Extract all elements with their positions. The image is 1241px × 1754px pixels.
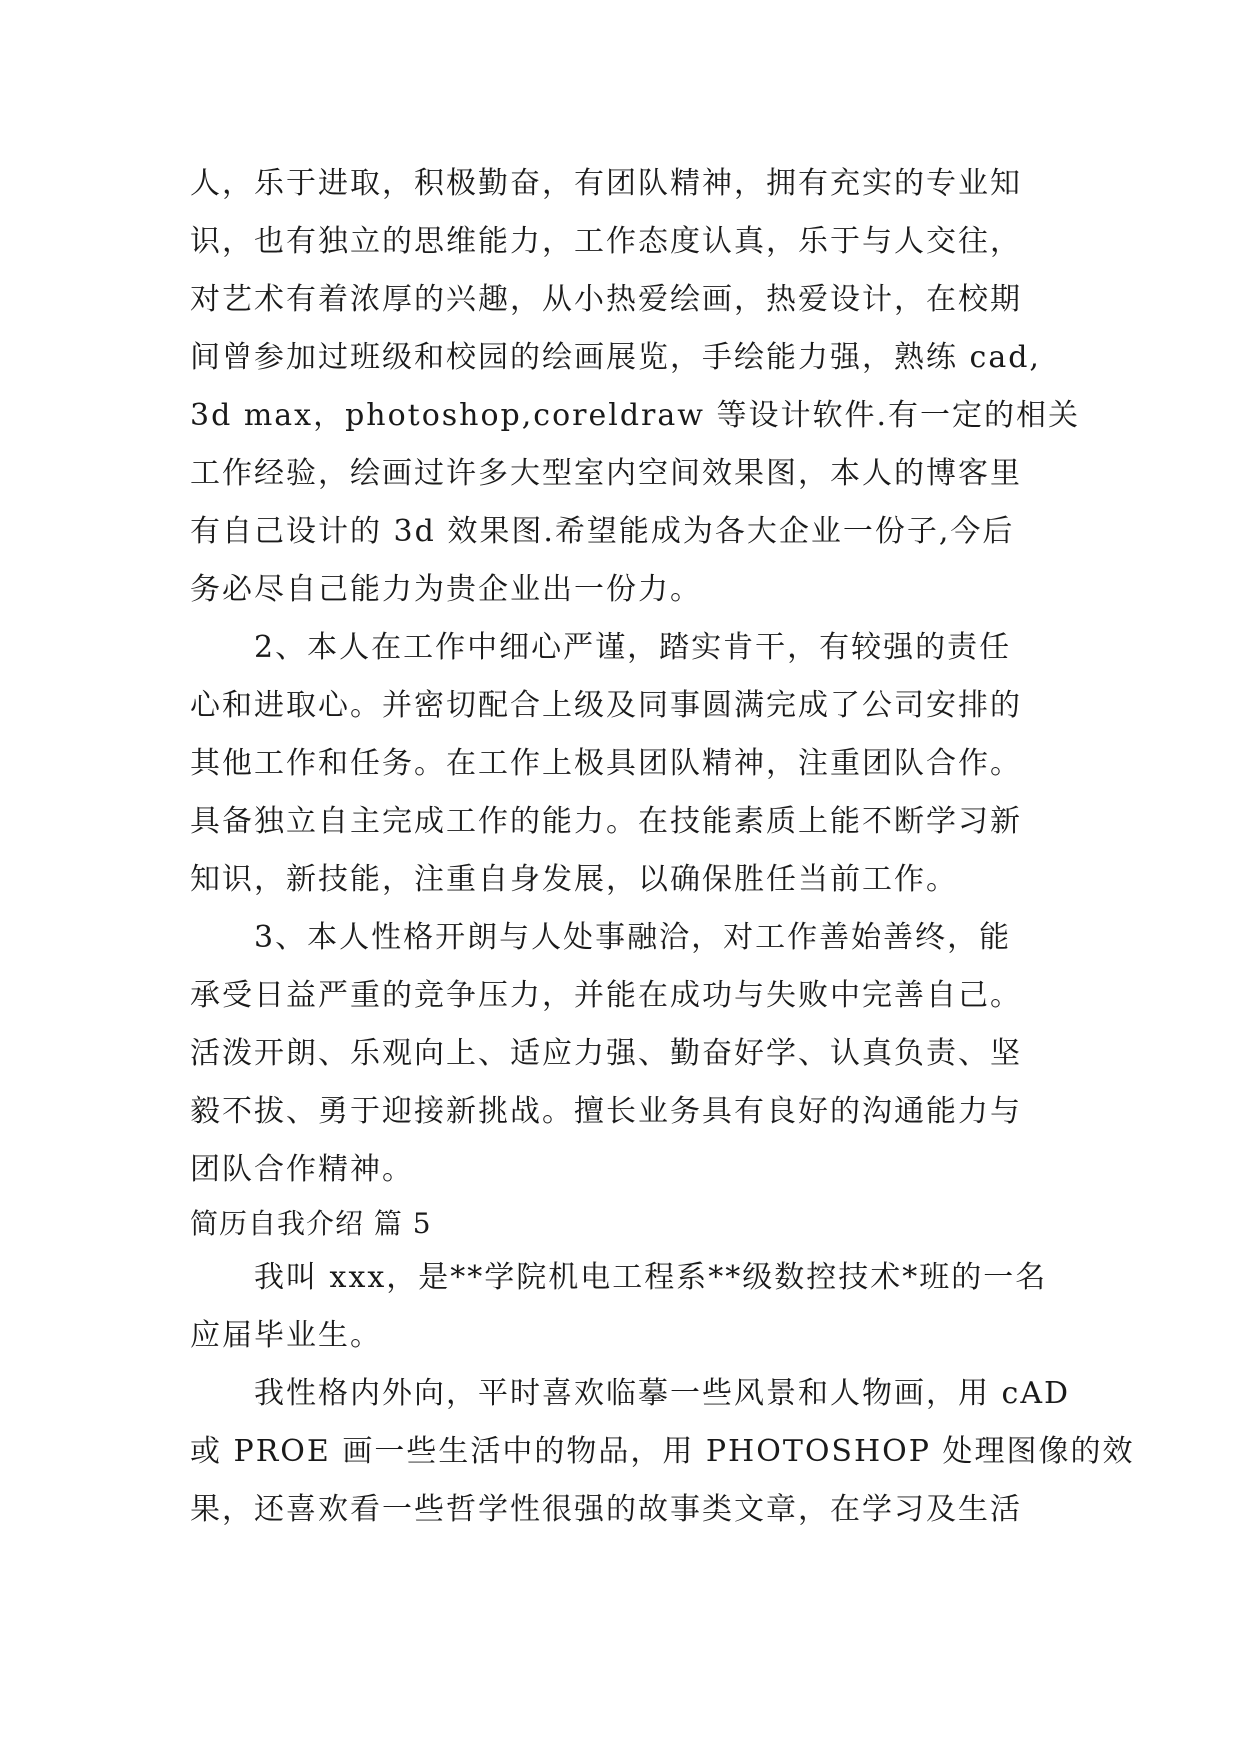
paragraph-4 — [190, 1249, 1070, 1365]
text-line: 间曾参加过班级和校园的绘画展览，手绘能力强，熟练 cad, — [190, 340, 1041, 375]
text-line: 我叫 xxx，是**学院机电工程系**级数控技术*班的一名 — [254, 1260, 1048, 1295]
text-line: 对艺术有着浓厚的兴趣，从小热爱绘画，热爱设计，在校期 — [190, 282, 1022, 317]
text-line: 应届毕业生。 — [190, 1318, 382, 1353]
paragraph-3 — [190, 909, 1070, 1199]
text-line: 人，乐于进取，积极勤奋，有团队精神，拥有充实的专业知 — [190, 166, 1022, 201]
text-line: 或 PROE 画一些生活中的物品，用 PHOTOSHOP 处理图像的效 — [190, 1434, 1135, 1469]
text-line: 有自己设计的 3d 效果图.希望能成为各大企业一份子,今后 — [190, 514, 1015, 549]
document-body — [190, 155, 1135, 1539]
section-heading: 简历自我介绍 篇 5 — [190, 1207, 432, 1240]
paragraph-2 — [190, 619, 1070, 909]
text-line: 知识，新技能，注重自身发展，以确保胜任当前工作。 — [190, 862, 958, 897]
text-line: 3d max，photoshop,coreldraw 等设计软件.有一定的相关 — [190, 398, 1081, 433]
text-line: 具备独立自主完成工作的能力。在技能素质上能不断学习新 — [190, 804, 1022, 839]
text-line: 活泼开朗、乐观向上、适应力强、勤奋好学、认真负责、坚 — [190, 1036, 1022, 1071]
text-line: 工作经验，绘画过许多大型室内空间效果图，本人的博客里 — [190, 456, 1022, 491]
text-line: 心和进取心。并密切配合上级及同事圆满完成了公司安排的 — [190, 688, 1022, 723]
paragraph-1 — [190, 155, 1081, 619]
text-line: 3、本人性格开朗与人处事融洽，对工作善始善终，能 — [254, 920, 1012, 955]
text-line: 2、本人在工作中细心严谨，踏实肯干，有较强的责任 — [254, 630, 1012, 665]
paragraph-5 — [190, 1365, 1135, 1539]
text-line: 果，还喜欢看一些哲学性很强的故事类文章，在学习及生活 — [190, 1492, 1022, 1527]
text-line: 其他工作和任务。在工作上极具团队精神，注重团队合作。 — [190, 746, 1022, 781]
text-line: 务必尽自己能力为贵企业出一份力。 — [190, 572, 702, 607]
text-line: 我性格内外向，平时喜欢临摹一些风景和人物画，用 cAD — [254, 1376, 1071, 1411]
text-line: 识，也有独立的思维能力，工作态度认真，乐于与人交往， — [190, 224, 1022, 259]
text-line: 团队合作精神。 — [190, 1152, 414, 1187]
text-line: 毅不拔、勇于迎接新挑战。擅长业务具有良好的沟通能力与 — [190, 1094, 1022, 1129]
text-line: 承受日益严重的竞争压力，并能在成功与失败中完善自己。 — [190, 978, 1022, 1013]
